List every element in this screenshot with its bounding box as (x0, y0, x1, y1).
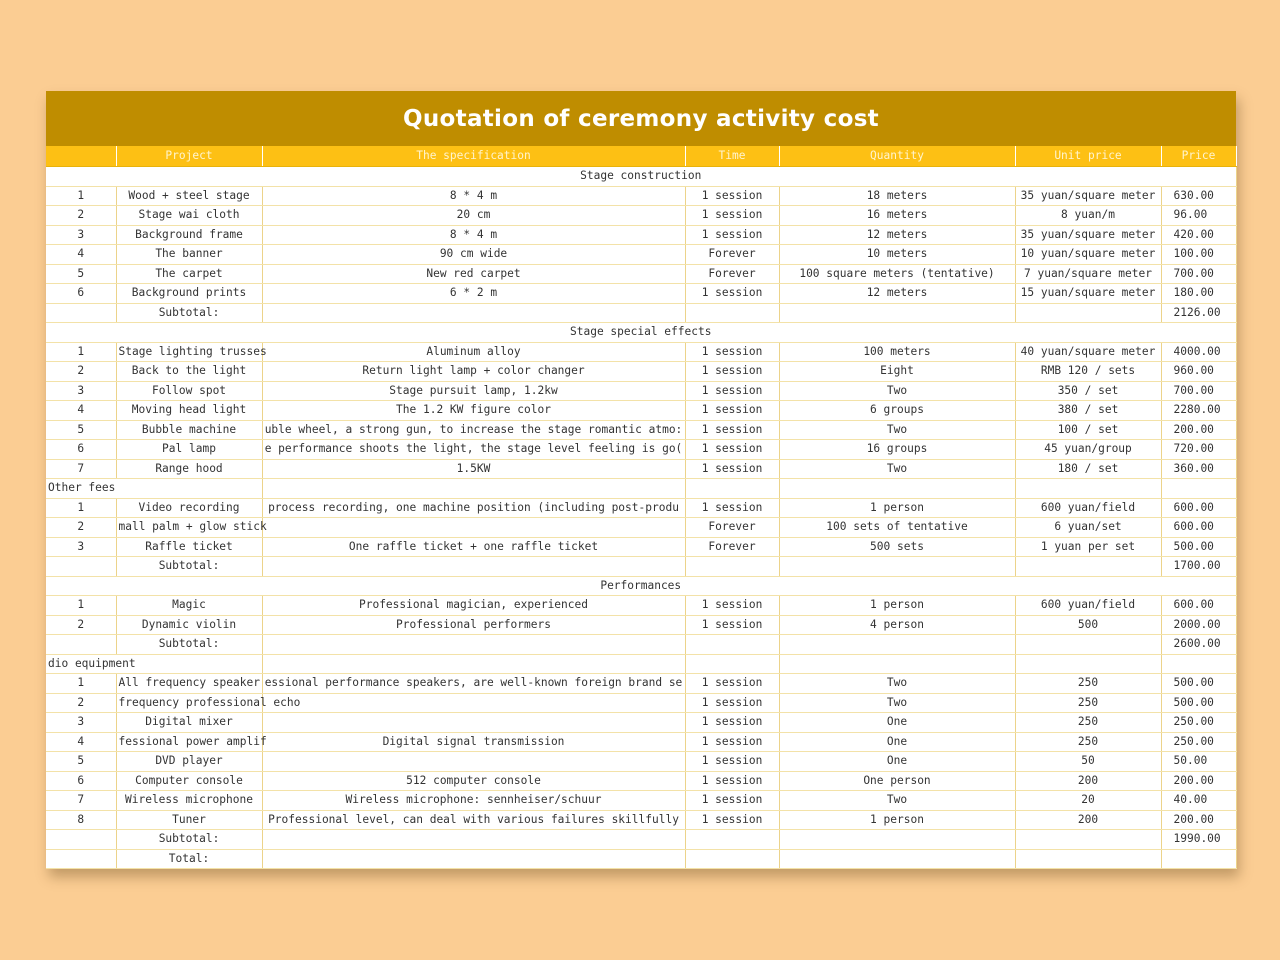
empty-cell[interactable] (1015, 479, 1161, 499)
section-audio-equipment (46, 654, 1236, 674)
empty-cell[interactable] (1161, 479, 1236, 499)
quantity-cell[interactable]: 12 meters (779, 225, 1015, 245)
quantity-cell[interactable]: 100 square meters (tentative) (779, 264, 1015, 284)
spec-cell[interactable]: Aluminum alloy (262, 342, 685, 362)
unit-price-cell[interactable]: 15 yuan/square meter (1015, 284, 1161, 304)
subtotal-row (46, 830, 1236, 850)
price-cell[interactable]: 700.00 (1161, 381, 1236, 401)
row-number[interactable]: 4 (46, 401, 116, 421)
quotation-table (46, 146, 1237, 869)
spec-cell[interactable]: Return light lamp + color changer (262, 362, 685, 382)
spec-cell[interactable]: 90 cm wide (262, 245, 685, 265)
section-other-fees-label: Other fees (46, 479, 262, 499)
price-cell[interactable]: 960.00 (1161, 362, 1236, 382)
quantity-cell[interactable]: 100 sets of tentative (779, 518, 1015, 538)
subtotal-row (46, 303, 1236, 323)
spec-cell[interactable] (262, 693, 685, 713)
empty-cell[interactable] (46, 557, 116, 577)
empty-cell[interactable] (1161, 654, 1236, 674)
empty-cell[interactable] (1015, 635, 1161, 655)
unit-price-cell[interactable]: 350 / set (1015, 381, 1161, 401)
subtotal-value[interactable] (1161, 849, 1236, 869)
row-number[interactable]: 4 (46, 732, 116, 752)
row-number[interactable]: 1 (46, 342, 116, 362)
time-cell[interactable]: 1 session (685, 459, 779, 479)
spec-cell[interactable]: Wireless microphone: sennheiser/schuur (262, 791, 685, 811)
price-cell[interactable]: 250.00 (1161, 732, 1236, 752)
empty-cell[interactable] (779, 849, 1015, 869)
empty-cell[interactable] (262, 557, 685, 577)
spec-cell[interactable]: Professional level, can deal with various failures skillfully (262, 810, 685, 830)
price-cell[interactable]: 40.00 (1161, 791, 1236, 811)
price-cell[interactable]: 500.00 (1161, 537, 1236, 557)
quantity-cell[interactable]: 1 person (779, 596, 1015, 616)
spec-cell[interactable]: process recording, one machine position (including post-produ (262, 498, 685, 518)
quantity-cell[interactable]: Two (779, 420, 1015, 440)
project-cell[interactable]: Magic (116, 596, 262, 616)
price-cell[interactable]: 200.00 (1161, 420, 1236, 440)
time-cell[interactable]: 1 session (685, 206, 779, 226)
quantity-cell[interactable]: 12 meters (779, 284, 1015, 304)
table-row (46, 732, 1236, 752)
row-number[interactable]: 2 (46, 518, 116, 538)
unit-price-cell[interactable]: 20 (1015, 791, 1161, 811)
subtotal-value[interactable]: 2126.00 (1161, 303, 1236, 323)
project-cell[interactable]: The carpet (116, 264, 262, 284)
table-row (46, 401, 1236, 421)
project-cell[interactable]: mall palm + glow stick (116, 518, 262, 538)
price-cell[interactable]: 200.00 (1161, 771, 1236, 791)
empty-cell[interactable] (685, 557, 779, 577)
project-cell[interactable]: frequency professional echo (116, 693, 262, 713)
empty-cell[interactable] (779, 479, 1015, 499)
unit-price-cell[interactable]: 10 yuan/square meter (1015, 245, 1161, 265)
project-cell[interactable]: Background frame (116, 225, 262, 245)
section-stage-construction (46, 167, 1236, 187)
table-row (46, 537, 1236, 557)
spec-cell[interactable]: Professional performers (262, 615, 685, 635)
time-cell[interactable]: 1 session (685, 381, 779, 401)
empty-cell[interactable] (685, 635, 779, 655)
empty-cell[interactable] (262, 654, 685, 674)
quantity-cell[interactable]: One (779, 713, 1015, 733)
price-cell[interactable]: 200.00 (1161, 810, 1236, 830)
price-cell[interactable]: 500.00 (1161, 674, 1236, 694)
price-cell[interactable]: 360.00 (1161, 459, 1236, 479)
project-cell[interactable]: All frequency speaker (116, 674, 262, 694)
section-audio-equipment-label: dio equipment (46, 654, 262, 674)
project-cell[interactable]: Video recording (116, 498, 262, 518)
project-cell[interactable]: Tuner (116, 810, 262, 830)
time-cell[interactable]: 1 session (685, 713, 779, 733)
project-cell[interactable]: Digital mixer (116, 713, 262, 733)
spec-cell[interactable]: 8 * 4 m (262, 225, 685, 245)
empty-cell[interactable] (46, 849, 116, 869)
header-specification: The specification (262, 146, 685, 167)
price-cell[interactable]: 4000.00 (1161, 342, 1236, 362)
table-row (46, 596, 1236, 616)
table-row (46, 498, 1236, 518)
unit-price-cell[interactable]: 6 yuan/set (1015, 518, 1161, 538)
price-cell[interactable]: 96.00 (1161, 206, 1236, 226)
subtotal-value[interactable]: 1700.00 (1161, 557, 1236, 577)
empty-cell[interactable] (1015, 303, 1161, 323)
project-cell[interactable]: Pal lamp (116, 440, 262, 460)
table-row (46, 518, 1236, 538)
time-cell[interactable]: 1 session (685, 362, 779, 382)
empty-cell[interactable] (262, 849, 685, 869)
time-cell[interactable]: 1 session (685, 732, 779, 752)
time-cell[interactable]: 1 session (685, 810, 779, 830)
subtotal-row (46, 557, 1236, 577)
header-row (46, 146, 1236, 167)
empty-cell[interactable] (262, 830, 685, 850)
table-row (46, 342, 1236, 362)
section-performances (46, 576, 1236, 596)
project-cell[interactable]: Moving head light (116, 401, 262, 421)
project-cell[interactable]: Wood + steel stage (116, 186, 262, 206)
spec-cell[interactable]: 512 computer console (262, 771, 685, 791)
subtotal-value[interactable]: 1990.00 (1161, 830, 1236, 850)
sheet-title: Quotation of ceremony activity cost (46, 91, 1236, 146)
row-number[interactable]: 1 (46, 674, 116, 694)
table-row (46, 674, 1236, 694)
quantity-cell[interactable]: 4 person (779, 615, 1015, 635)
row-number[interactable]: 3 (46, 713, 116, 733)
project-cell[interactable]: fessional power amplif (116, 732, 262, 752)
price-cell[interactable]: 700.00 (1161, 264, 1236, 284)
time-cell[interactable]: 1 session (685, 401, 779, 421)
table-row (46, 225, 1236, 245)
empty-cell[interactable] (685, 830, 779, 850)
row-number[interactable]: 6 (46, 440, 116, 460)
table-row (46, 791, 1236, 811)
unit-price-cell[interactable]: 200 (1015, 810, 1161, 830)
spec-cell[interactable]: e performance shoots the light, the stage level feeling is go( (262, 440, 685, 460)
header-price: Price (1161, 146, 1236, 167)
time-cell[interactable]: 1 session (685, 693, 779, 713)
section-performances-label: Performances (46, 576, 1236, 596)
unit-price-cell[interactable]: 35 yuan/square meter (1015, 225, 1161, 245)
time-cell[interactable]: 1 session (685, 420, 779, 440)
quantity-cell[interactable]: 6 groups (779, 401, 1015, 421)
row-number[interactable]: 7 (46, 791, 116, 811)
table-row (46, 186, 1236, 206)
row-number[interactable]: 2 (46, 615, 116, 635)
time-cell[interactable]: Forever (685, 537, 779, 557)
spec-cell[interactable]: 6 * 2 m (262, 284, 685, 304)
project-cell[interactable]: Bubble machine (116, 420, 262, 440)
project-cell[interactable]: Raffle ticket (116, 537, 262, 557)
price-cell[interactable]: 500.00 (1161, 693, 1236, 713)
unit-price-cell[interactable]: 200 (1015, 771, 1161, 791)
quantity-cell[interactable]: Two (779, 381, 1015, 401)
row-number[interactable]: 3 (46, 381, 116, 401)
row-number[interactable]: 3 (46, 537, 116, 557)
empty-cell[interactable] (685, 849, 779, 869)
project-cell[interactable]: Dynamic violin (116, 615, 262, 635)
empty-cell[interactable] (685, 303, 779, 323)
subtotal-label[interactable]: Subtotal: (116, 303, 262, 323)
price-cell[interactable]: 600.00 (1161, 498, 1236, 518)
table-row (46, 284, 1236, 304)
time-cell[interactable]: 1 session (685, 186, 779, 206)
row-number[interactable]: 6 (46, 284, 116, 304)
quantity-cell[interactable]: Two (779, 459, 1015, 479)
table-row (46, 810, 1236, 830)
price-cell[interactable]: 50.00 (1161, 752, 1236, 772)
empty-cell[interactable] (1015, 849, 1161, 869)
price-cell[interactable]: 100.00 (1161, 245, 1236, 265)
spec-cell[interactable] (262, 752, 685, 772)
table-row (46, 771, 1236, 791)
header-time: Time (685, 146, 779, 167)
row-number[interactable]: 3 (46, 225, 116, 245)
row-number[interactable]: 4 (46, 245, 116, 265)
table-row (46, 693, 1236, 713)
row-number[interactable]: 8 (46, 810, 116, 830)
spec-cell[interactable]: The 1.2 KW figure color (262, 401, 685, 421)
header-project: Project (116, 146, 262, 167)
spec-cell[interactable]: uble wheel, a strong gun, to increase the stage romantic atmo: (262, 420, 685, 440)
unit-price-cell[interactable]: 35 yuan/square meter (1015, 186, 1161, 206)
project-cell[interactable]: Stage lighting trusses (116, 342, 262, 362)
unit-price-cell[interactable]: 250 (1015, 693, 1161, 713)
quantity-cell[interactable]: Two (779, 693, 1015, 713)
empty-cell[interactable] (46, 830, 116, 850)
price-cell[interactable]: 2000.00 (1161, 615, 1236, 635)
spec-cell[interactable] (262, 713, 685, 733)
spec-cell[interactable]: New red carpet (262, 264, 685, 284)
project-cell[interactable]: Background prints (116, 284, 262, 304)
table-row (46, 362, 1236, 382)
time-cell[interactable]: Forever (685, 245, 779, 265)
subtotal-label[interactable]: Subtotal: (116, 557, 262, 577)
time-cell[interactable]: 1 session (685, 342, 779, 362)
spec-cell[interactable]: 20 cm (262, 206, 685, 226)
quantity-cell[interactable]: 16 groups (779, 440, 1015, 460)
quantity-cell[interactable]: Eight (779, 362, 1015, 382)
quantity-cell[interactable]: 100 meters (779, 342, 1015, 362)
section-stage-effects-label: Stage special effects (46, 323, 1236, 343)
subtotal-row (46, 635, 1236, 655)
empty-cell[interactable] (1015, 557, 1161, 577)
project-cell[interactable]: The banner (116, 245, 262, 265)
subtotal-label[interactable]: Total: (116, 849, 262, 869)
row-number[interactable]: 1 (46, 186, 116, 206)
unit-price-cell[interactable]: 7 yuan/square meter (1015, 264, 1161, 284)
row-number[interactable]: 2 (46, 206, 116, 226)
unit-price-cell[interactable]: 500 (1015, 615, 1161, 635)
empty-cell[interactable] (779, 303, 1015, 323)
table-row (46, 264, 1236, 284)
table-row (46, 752, 1236, 772)
quantity-cell[interactable]: 18 meters (779, 186, 1015, 206)
quantity-cell[interactable]: One (779, 752, 1015, 772)
row-number[interactable]: 1 (46, 596, 116, 616)
header-unit-price: Unit price (1015, 146, 1161, 167)
unit-price-cell[interactable]: 40 yuan/square meter (1015, 342, 1161, 362)
time-cell[interactable]: 1 session (685, 771, 779, 791)
subtotal-label[interactable]: Subtotal: (116, 830, 262, 850)
unit-price-cell[interactable]: 380 / set (1015, 401, 1161, 421)
quantity-cell[interactable]: 16 meters (779, 206, 1015, 226)
price-cell[interactable]: 600.00 (1161, 596, 1236, 616)
row-number[interactable]: 5 (46, 264, 116, 284)
unit-price-cell[interactable]: 250 (1015, 732, 1161, 752)
subtotal-label[interactable]: Subtotal: (116, 635, 262, 655)
price-cell[interactable]: 250.00 (1161, 713, 1236, 733)
project-cell[interactable]: Range hood (116, 459, 262, 479)
empty-cell[interactable] (262, 303, 685, 323)
quantity-cell[interactable]: 10 meters (779, 245, 1015, 265)
time-cell[interactable]: 1 session (685, 284, 779, 304)
quantity-cell[interactable]: One (779, 732, 1015, 752)
table-row (46, 206, 1236, 226)
empty-cell[interactable] (685, 654, 779, 674)
subtotal-row (46, 849, 1236, 869)
project-cell[interactable]: DVD player (116, 752, 262, 772)
unit-price-cell[interactable]: 8 yuan/m (1015, 206, 1161, 226)
quantity-cell[interactable]: Two (779, 674, 1015, 694)
empty-cell[interactable] (779, 635, 1015, 655)
table-row (46, 420, 1236, 440)
unit-price-cell[interactable]: 250 (1015, 713, 1161, 733)
header-quantity: Quantity (779, 146, 1015, 167)
price-cell[interactable]: 630.00 (1161, 186, 1236, 206)
time-cell[interactable]: 1 session (685, 596, 779, 616)
price-cell[interactable]: 720.00 (1161, 440, 1236, 460)
price-cell[interactable]: 420.00 (1161, 225, 1236, 245)
empty-cell[interactable] (46, 635, 116, 655)
table-row (46, 245, 1236, 265)
unit-price-cell[interactable]: 250 (1015, 674, 1161, 694)
table-row (46, 615, 1236, 635)
section-stage-effects (46, 323, 1236, 343)
row-number[interactable]: 2 (46, 362, 116, 382)
spec-cell[interactable]: Digital signal transmission (262, 732, 685, 752)
unit-price-cell[interactable]: 600 yuan/field (1015, 596, 1161, 616)
empty-cell[interactable] (1015, 830, 1161, 850)
quantity-cell[interactable]: 1 person (779, 498, 1015, 518)
spec-cell[interactable]: 8 * 4 m (262, 186, 685, 206)
table-row (46, 713, 1236, 733)
unit-price-cell[interactable]: 600 yuan/field (1015, 498, 1161, 518)
empty-cell[interactable] (779, 557, 1015, 577)
section-other-fees (46, 479, 1236, 499)
unit-price-cell[interactable]: 1 yuan per set (1015, 537, 1161, 557)
table-row (46, 381, 1236, 401)
project-cell[interactable]: Follow spot (116, 381, 262, 401)
time-cell[interactable]: Forever (685, 264, 779, 284)
project-cell[interactable]: Computer console (116, 771, 262, 791)
quantity-cell[interactable]: Two (779, 791, 1015, 811)
time-cell[interactable]: 1 session (685, 498, 779, 518)
empty-cell[interactable] (685, 479, 779, 499)
unit-price-cell[interactable]: 100 / set (1015, 420, 1161, 440)
subtotal-value[interactable]: 2600.00 (1161, 635, 1236, 655)
project-cell[interactable]: Wireless microphone (116, 791, 262, 811)
spec-cell[interactable]: 1.5KW (262, 459, 685, 479)
empty-cell[interactable] (46, 303, 116, 323)
price-cell[interactable]: 600.00 (1161, 518, 1236, 538)
time-cell[interactable]: 1 session (685, 225, 779, 245)
time-cell[interactable]: 1 session (685, 791, 779, 811)
price-cell[interactable]: 180.00 (1161, 284, 1236, 304)
quantity-cell[interactable]: 1 person (779, 810, 1015, 830)
unit-price-cell[interactable]: 180 / set (1015, 459, 1161, 479)
unit-price-cell[interactable]: 45 yuan/group (1015, 440, 1161, 460)
project-cell[interactable]: Back to the light (116, 362, 262, 382)
price-cell[interactable]: 2280.00 (1161, 401, 1236, 421)
unit-price-cell[interactable]: 50 (1015, 752, 1161, 772)
row-number[interactable]: 6 (46, 771, 116, 791)
table-body (46, 167, 1236, 869)
spec-cell[interactable]: Stage pursuit lamp, 1.2kw (262, 381, 685, 401)
time-cell[interactable]: 1 session (685, 440, 779, 460)
empty-cell[interactable] (262, 479, 685, 499)
table-row (46, 440, 1236, 460)
empty-cell[interactable] (779, 654, 1015, 674)
unit-price-cell[interactable]: RMB 120 / sets (1015, 362, 1161, 382)
quotation-sheet (46, 91, 1236, 869)
time-cell[interactable]: 1 session (685, 615, 779, 635)
row-number[interactable]: 5 (46, 752, 116, 772)
empty-cell[interactable] (262, 635, 685, 655)
table-row (46, 459, 1236, 479)
row-number[interactable]: 7 (46, 459, 116, 479)
row-number[interactable]: 5 (46, 420, 116, 440)
header-no (46, 146, 116, 167)
spec-cell[interactable]: One raffle ticket + one raffle ticket (262, 537, 685, 557)
row-number[interactable]: 2 (46, 693, 116, 713)
quantity-cell[interactable]: One person (779, 771, 1015, 791)
section-stage-construction-label: Stage construction (46, 167, 1236, 187)
spec-cell[interactable]: Professional magician, experienced (262, 596, 685, 616)
spec-cell[interactable] (262, 518, 685, 538)
empty-cell[interactable] (779, 830, 1015, 850)
project-cell[interactable]: Stage wai cloth (116, 206, 262, 226)
row-number[interactable]: 1 (46, 498, 116, 518)
spec-cell[interactable]: essional performance speakers, are well-known foreign brand se (262, 674, 685, 694)
quantity-cell[interactable]: 500 sets (779, 537, 1015, 557)
time-cell[interactable]: Forever (685, 518, 779, 538)
time-cell[interactable]: 1 session (685, 752, 779, 772)
empty-cell[interactable] (1015, 654, 1161, 674)
time-cell[interactable]: 1 session (685, 674, 779, 694)
